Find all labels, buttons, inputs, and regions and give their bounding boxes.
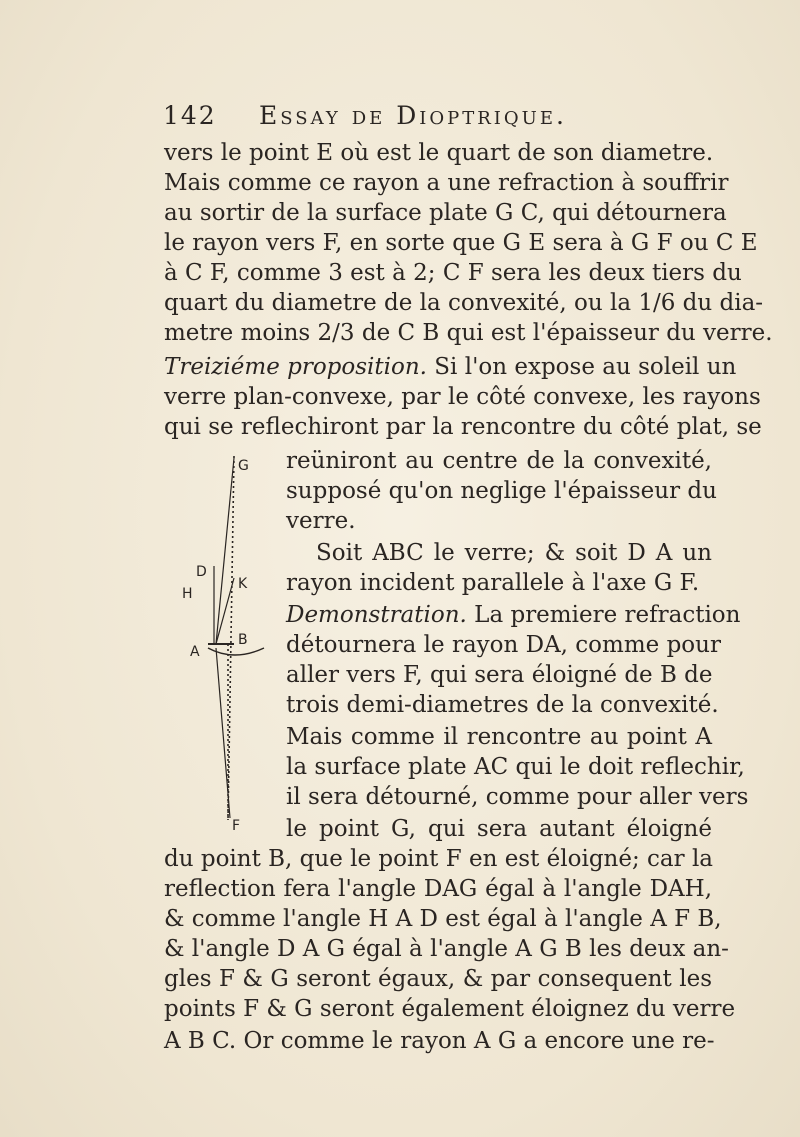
label-h: H [182, 586, 193, 602]
text-line: la surface plate AC qui le doit reflechir, [286, 754, 745, 780]
text-line: Soit ABC le verre; & soit D A un [316, 540, 712, 566]
text-line: supposé qu'on neglige l'épaisseur du [286, 478, 717, 504]
text-line: il sera détourné, comme pour aller vers [286, 784, 749, 810]
text-run: Si l'on expose au soleil un [434, 354, 737, 380]
text-line: Mais comme ce rayon a une refraction à souffrir [164, 170, 729, 196]
text-line: A B C. Or comme le rayon A G a encore une re- [164, 1028, 715, 1054]
text-line: & comme l'angle H A D est égal à l'angle A F B, [164, 906, 722, 932]
label-f: F [232, 818, 241, 834]
label-a: A [190, 644, 200, 660]
text-line: du point B, que le point F en est éloigné; car la [164, 846, 714, 872]
text-line: verre. [286, 508, 356, 534]
label-g: G [238, 458, 249, 474]
page-header [163, 101, 723, 137]
text-line: quart du diametre de la convexité, ou la 1/6 du dia- [164, 290, 764, 316]
text-line: & l'angle D A G égal à l'angle A G B les deux an- [164, 936, 729, 962]
text-line-demonstration [286, 600, 741, 630]
text-line: qui se reflechiront par la rencontre du côté plat, se [164, 414, 762, 440]
page-number: 142 [163, 101, 217, 130]
text-line-proposition [164, 352, 737, 382]
text-line: trois demi-diametres de la convexité. [286, 692, 719, 718]
text-line: metre moins 2/3 de C B qui est l'épaisseur du verre. [164, 320, 773, 346]
running-title: Essay de Dioptrique. [259, 101, 567, 130]
text-line: rayon incident parallele à l'axe G F. [286, 570, 700, 596]
text-line: reflection fera l'angle DAG égal à l'angle DAH, [164, 876, 712, 902]
text-line: aller vers F, qui sera éloigné de B de [286, 662, 713, 688]
label-b: B [238, 632, 248, 648]
text-line: verre plan-convexe, par le côté convexe, les rayons [164, 384, 761, 410]
text-line: au sortir de la surface plate G C, qui détournera [164, 200, 727, 226]
text-line: reüniront au centre de la convexité, [286, 448, 712, 474]
text-line: le rayon vers F, en sorte que G E sera à G F ou C E [164, 230, 758, 256]
demonstration-heading: Demonstration. [286, 602, 467, 628]
text-line: vers le point E où est le quart de son diametre. [164, 140, 714, 166]
text-line: le point G, qui sera autant éloigné [286, 816, 712, 842]
text-line: points F & G seront également éloignez du verre [164, 996, 736, 1022]
text-line: détournera le rayon DA, comme pour [286, 632, 721, 658]
proposition-heading: Treiziéme proposition. [164, 354, 427, 380]
text-line: gles F & G seront égaux, & par consequent les [164, 966, 712, 992]
optics-figure [176, 448, 280, 840]
ray-af [216, 648, 230, 818]
text-line: Mais comme il rencontre au point A [286, 724, 712, 750]
label-d: D [196, 564, 207, 580]
text-line: à C F, comme 3 est à 2; C F sera les deux tiers du [164, 260, 742, 286]
text-run: La premiere refraction [474, 602, 741, 628]
label-k: K [238, 576, 248, 592]
